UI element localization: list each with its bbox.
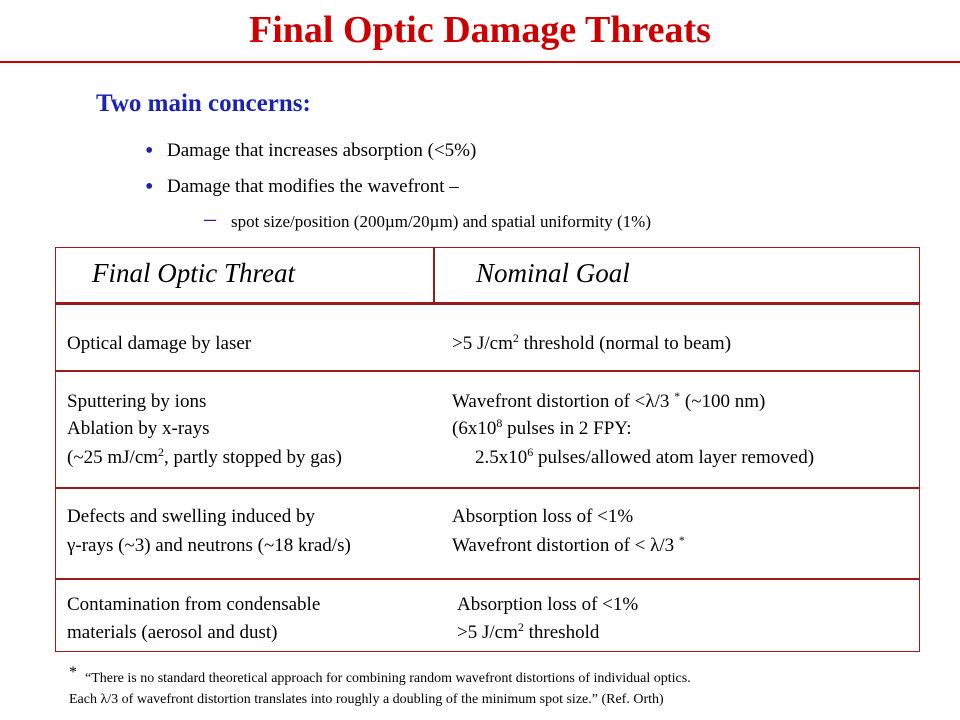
slide-title: Final Optic Damage Threats: [249, 9, 711, 51]
threat-cell: Sputtering by ions: [67, 391, 207, 412]
table-row-rule: [55, 487, 920, 489]
goal-text: $2.5x10^6$ pulses/allowed atom layer removed): [475, 445, 815, 468]
goal-text: >5 $J/cm^2$ threshold: [457, 620, 600, 643]
goal-cell: [475, 443, 814, 473]
bullet-text: Damage that increases absorption (<5%): [167, 140, 477, 161]
footnote-line: “There is no standard theoretical approach for combining random wavefront distortions of individual optics.: [85, 671, 691, 686]
bullet-dot-icon: •: [145, 138, 154, 164]
goal-cell: [457, 618, 599, 648]
column-header-goal: Nominal Goal: [476, 258, 630, 288]
bullet-dot-icon: •: [145, 174, 154, 200]
threat-cell: [67, 443, 342, 473]
threat-cell: materials (aerosol and dust): [67, 622, 278, 643]
threat-cell: Defects and swelling induced by: [67, 506, 315, 527]
goal-cell: Absorption loss of <1%: [452, 506, 634, 527]
threat-cell: Ablation by x-rays: [67, 418, 210, 439]
dash-icon: –: [204, 206, 216, 232]
goal-cell: [452, 531, 685, 561]
goal-cell: [452, 387, 765, 417]
footnote-marker: *: [69, 664, 77, 681]
table-row-rule: [55, 370, 920, 372]
goal-text: Wavefront distortion of <λ/3 * (~100 nm): [452, 389, 766, 412]
goal-cell: [452, 329, 731, 359]
threat-cell: Contamination from condensable: [67, 594, 321, 615]
goal-cell: Absorption loss of <1%: [457, 594, 639, 615]
bullet-text: Damage that modifies the wavefront –: [167, 176, 459, 197]
column-header-threat: Final Optic Threat: [92, 258, 295, 288]
goal-text: >5 $J/cm^2$ threshold (normal to beam): [452, 331, 732, 354]
goal-text: ($6x10^8$ pulses in 2 FPY:: [452, 416, 632, 439]
table-header-rule: [55, 302, 920, 305]
sub-bullet-text: spot size/position (200µm/20µm) and spatial uniformity (1%): [231, 212, 651, 231]
footnote-line: Each λ/3 of wavefront distortion translates into roughly a doubling of the minimum spot size.” (Ref. Orth): [69, 692, 664, 707]
footnote: [69, 664, 691, 710]
goal-cell: [452, 414, 632, 444]
threat-cell: γ-rays (~3) and neutrons (~18 krad/s): [67, 535, 351, 556]
table-header-divider: [433, 247, 435, 304]
table-row-rule: [55, 578, 920, 580]
concerns-heading: Two main concerns:: [96, 90, 311, 117]
title-underline: [0, 61, 960, 63]
goal-text: Wavefront distortion of < λ/3 *: [452, 533, 685, 556]
threat-cell: Optical damage by laser: [67, 333, 252, 354]
threat-text: (~25 $mJ/cm^2$, partly stopped by gas): [67, 445, 342, 468]
